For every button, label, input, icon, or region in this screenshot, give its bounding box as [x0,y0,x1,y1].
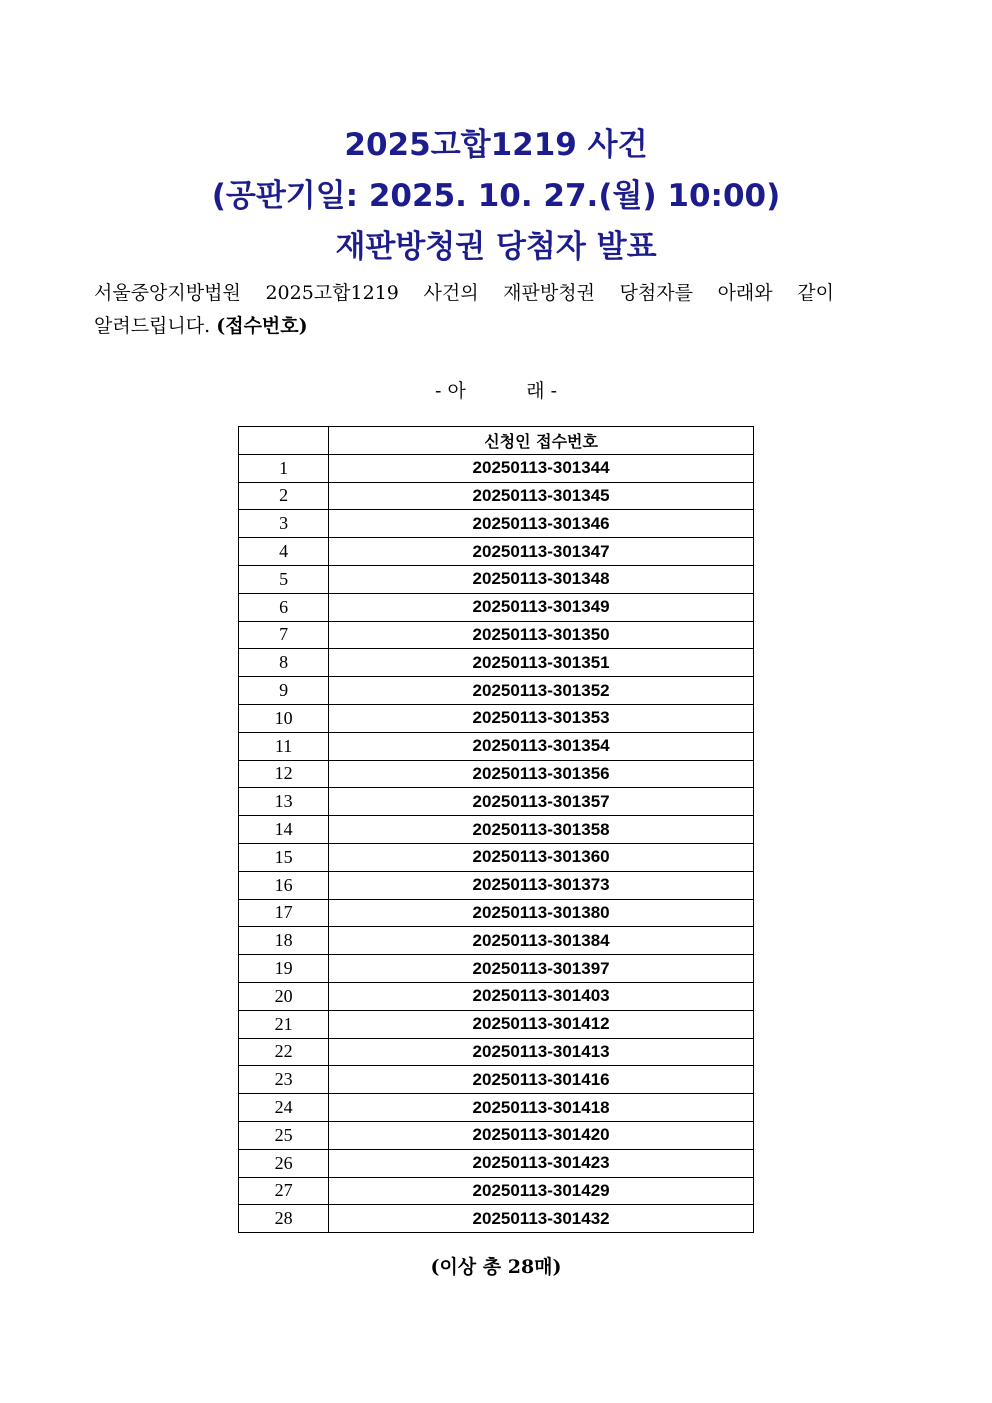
receipt-number-cell: 20250113-301344 [329,454,754,482]
intro-line-2-bold: (접수번호) [216,315,308,337]
table-row [239,1038,754,1066]
row-number-cell: 27 [239,1177,329,1205]
row-number-cell: 25 [239,1121,329,1149]
receipt-number-cell: 20250113-301420 [329,1121,754,1149]
table-row [239,788,754,816]
table-row [239,454,754,482]
receipt-number-cell: 20250113-301348 [329,565,754,593]
receipt-number-cell: 20250113-301423 [329,1149,754,1177]
row-number-cell: 17 [239,899,329,927]
row-number-cell: 18 [239,927,329,955]
notice-heading: - 아 래 - [434,380,558,402]
receipt-number-cell: 20250113-301360 [329,843,754,871]
table-row [239,927,754,955]
receipt-number-cell: 20250113-301416 [329,1066,754,1094]
receipt-number-cell: 20250113-301352 [329,677,754,705]
row-number-cell: 22 [239,1038,329,1066]
intro-line-2 [94,310,834,343]
receipt-number-cell: 20250113-301418 [329,1094,754,1122]
receipt-number-cell: 20250113-301356 [329,760,754,788]
table-row [239,593,754,621]
row-number-cell: 1 [239,454,329,482]
row-number-cell: 14 [239,816,329,844]
intro-word: 재판방청권 [503,282,595,304]
row-number-cell: 26 [239,1149,329,1177]
receipt-number-cell: 20250113-301349 [329,593,754,621]
intro-word: 사건의 [423,282,479,304]
receipt-number-cell: 20250113-301353 [329,704,754,732]
receipt-number-cell: 20250113-301354 [329,732,754,760]
title-hearing-date: (공판기일: 2025. 10. 27.(월) 10:00) [211,178,781,214]
intro-line-1 [94,277,834,310]
table-row [239,732,754,760]
table-row [239,899,754,927]
receipt-number-cell: 20250113-301397 [329,955,754,983]
title-announcement: 재판방청권 당첨자 발표 [335,229,657,265]
header-no-cell [239,427,329,455]
table-row [239,565,754,593]
row-number-cell: 13 [239,788,329,816]
receipt-number-cell: 20250113-301358 [329,816,754,844]
row-number-cell: 28 [239,1205,329,1233]
receipt-number-cell: 20250113-301380 [329,899,754,927]
row-number-cell: 24 [239,1094,329,1122]
table-row [239,1177,754,1205]
table-row [239,510,754,538]
intro-word: 당첨자를 [619,282,693,304]
table-row [239,1121,754,1149]
intro-word: 아래와 [717,282,773,304]
row-number-cell: 4 [239,538,329,566]
row-number-cell: 21 [239,1010,329,1038]
row-number-cell: 15 [239,843,329,871]
receipt-number-cell: 20250113-301373 [329,871,754,899]
table-row [239,1010,754,1038]
receipt-number-cell: 20250113-301350 [329,621,754,649]
receipt-number-cell: 20250113-301384 [329,927,754,955]
table-header-row [239,427,754,455]
receipt-number-cell: 20250113-301347 [329,538,754,566]
winners-table [238,426,754,1233]
table-row [239,1149,754,1177]
table-row [239,482,754,510]
footer-total-note: (이상 총 28매) [430,1256,562,1278]
table-row [239,1066,754,1094]
receipt-number-cell: 20250113-301351 [329,649,754,677]
table-row [239,1094,754,1122]
row-number-cell: 20 [239,982,329,1010]
intro-word: 서울중앙지방법원 [94,282,241,304]
table-row [239,621,754,649]
table-row [239,871,754,899]
receipt-number-cell: 20250113-301412 [329,1010,754,1038]
receipt-number-cell: 20250113-301413 [329,1038,754,1066]
intro-paragraph [94,277,834,343]
table-row [239,649,754,677]
row-number-cell: 2 [239,482,329,510]
row-number-cell: 23 [239,1066,329,1094]
receipt-number-cell: 20250113-301345 [329,482,754,510]
table-row [239,816,754,844]
table-row [239,843,754,871]
receipt-number-cell: 20250113-301432 [329,1205,754,1233]
table-row [239,704,754,732]
table-row [239,538,754,566]
table-row [239,955,754,983]
table-row [239,982,754,1010]
table-row [239,760,754,788]
table-row [239,1205,754,1233]
receipt-number-cell: 20250113-301357 [329,788,754,816]
document-title [0,120,992,273]
intro-word: 같이 [797,282,834,304]
row-number-cell: 19 [239,955,329,983]
row-number-cell: 11 [239,732,329,760]
row-number-cell: 6 [239,593,329,621]
row-number-cell: 7 [239,621,329,649]
row-number-cell: 3 [239,510,329,538]
row-number-cell: 10 [239,704,329,732]
table-row [239,677,754,705]
intro-line-2-text: 알려드립니다. [94,315,217,337]
row-number-cell: 9 [239,677,329,705]
receipt-number-cell: 20250113-301346 [329,510,754,538]
row-number-cell: 16 [239,871,329,899]
header-id-cell: 신청인 접수번호 [329,427,754,455]
receipt-number-cell: 20250113-301403 [329,982,754,1010]
intro-word: 2025고합1219 [265,282,399,304]
receipt-number-cell: 20250113-301429 [329,1177,754,1205]
row-number-cell: 8 [239,649,329,677]
row-number-cell: 5 [239,565,329,593]
title-case-number: 2025고합1219 사건 [344,127,648,163]
row-number-cell: 12 [239,760,329,788]
